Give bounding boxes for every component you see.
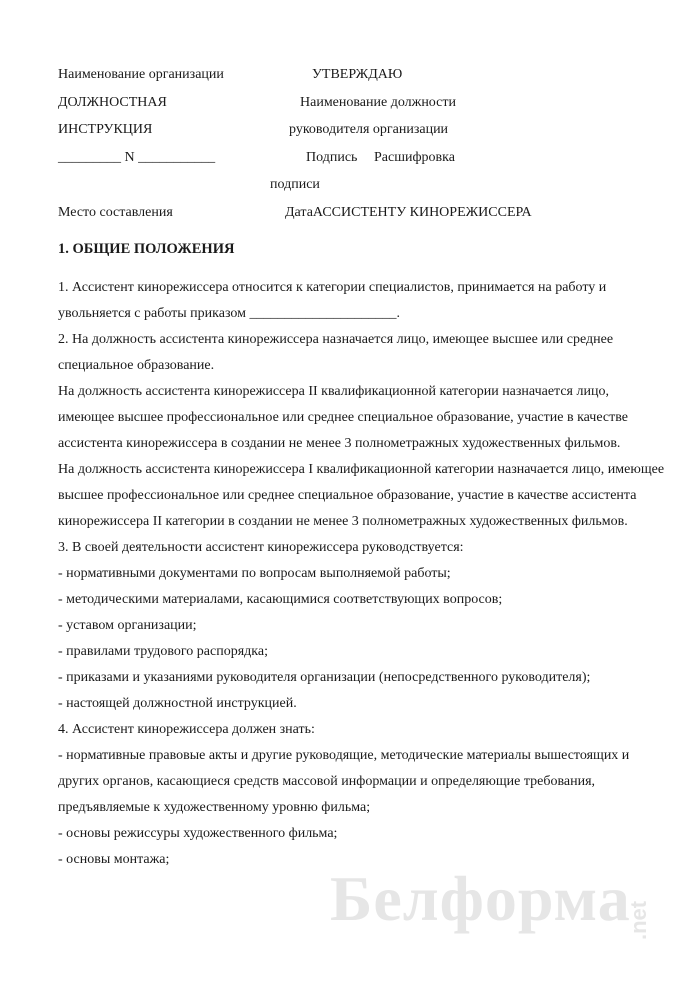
signature-sub-label: подписи bbox=[270, 177, 320, 192]
approve-label: УТВЕРЖДАЮ bbox=[312, 67, 403, 82]
org-name-label: Наименование организации bbox=[58, 67, 224, 82]
body-line: 2. На должность ассистента кинорежиссера назначается лицо, имеющее высшее или среднее bbox=[58, 332, 614, 347]
document-number-line: _________ N ___________ bbox=[58, 150, 216, 165]
watermark-logo: Белформа bbox=[330, 863, 631, 934]
body-line: - методическими материалами, касающимися соответствующих вопросов; bbox=[58, 592, 503, 607]
body-line: - основы монтажа; bbox=[58, 852, 170, 867]
watermark-suffix: .net bbox=[626, 900, 651, 940]
document-body bbox=[58, 279, 665, 877]
doc-type-line2: ИНСТРУКЦИЯ bbox=[58, 122, 153, 137]
body-line: увольняется с работы приказом _____________________. bbox=[58, 306, 401, 321]
decoding-label: Расшифровка bbox=[374, 150, 455, 165]
body-line: предъявляемые к художественному уровню фильма; bbox=[58, 800, 371, 815]
body-line: - настоящей должностной инструкцией. bbox=[58, 696, 297, 711]
body-line: 1. Ассистент кинорежиссера относится к категории специалистов, принимается на работу и bbox=[58, 280, 607, 295]
body-line: - нормативными документами по вопросам выполняемой работы; bbox=[58, 566, 451, 581]
doc-type-line1: ДОЛЖНОСТНАЯ bbox=[58, 95, 167, 110]
body-line: ассистента кинорежиссера в создании не менее 3 полнометражных художественных фильмов. bbox=[58, 436, 621, 451]
body-line: - уставом организации; bbox=[58, 618, 197, 633]
body-line: - правилами трудового распорядка; bbox=[58, 644, 268, 659]
body-line: 3. В своей деятельности ассистент кинорежиссера руководствуется: bbox=[58, 540, 464, 555]
body-line: имеющее высшее профессиональное или среднее специальное образование, участие в качестве bbox=[58, 410, 628, 425]
body-line: - приказами и указаниями руководителя организации (непосредственного руководителя); bbox=[58, 670, 591, 685]
head-position-line1: Наименование должности bbox=[300, 95, 456, 110]
body-line: - нормативные правовые акты и другие руководящие, методические материалы вышестоящих и bbox=[58, 748, 630, 763]
body-line: кинорежиссера II категории в создании не менее 3 полнометражных художественных фильмов. bbox=[58, 514, 628, 529]
date-document-title: ДатаАССИСТЕНТУ КИНОРЕЖИССЕРА bbox=[285, 205, 532, 220]
head-position-line2: руководителя организации bbox=[289, 122, 449, 137]
body-line: высшее профессиональное или среднее специальное образование, участие в качестве ассистента bbox=[58, 488, 637, 503]
body-line: специальное образование. bbox=[58, 358, 215, 373]
body-line: других органов, касающиеся средств массовой информации и определяющие требования, bbox=[58, 774, 596, 789]
body-line: На должность ассистента кинорежиссера I квалификационной категории назначается лицо, имеющее bbox=[58, 462, 665, 477]
section-heading: 1. ОБЩИЕ ПОЛОЖЕНИЯ bbox=[58, 241, 235, 257]
body-line: 4. Ассистент кинорежиссера должен знать: bbox=[58, 722, 315, 737]
body-line: - основы режиссуры художественного фильма; bbox=[58, 826, 338, 841]
body-line: На должность ассистента кинорежиссера II квалификационной категории назначается лицо, bbox=[58, 384, 609, 399]
place-label: Место составления bbox=[58, 205, 173, 220]
signature-label: Подпись bbox=[306, 150, 358, 165]
